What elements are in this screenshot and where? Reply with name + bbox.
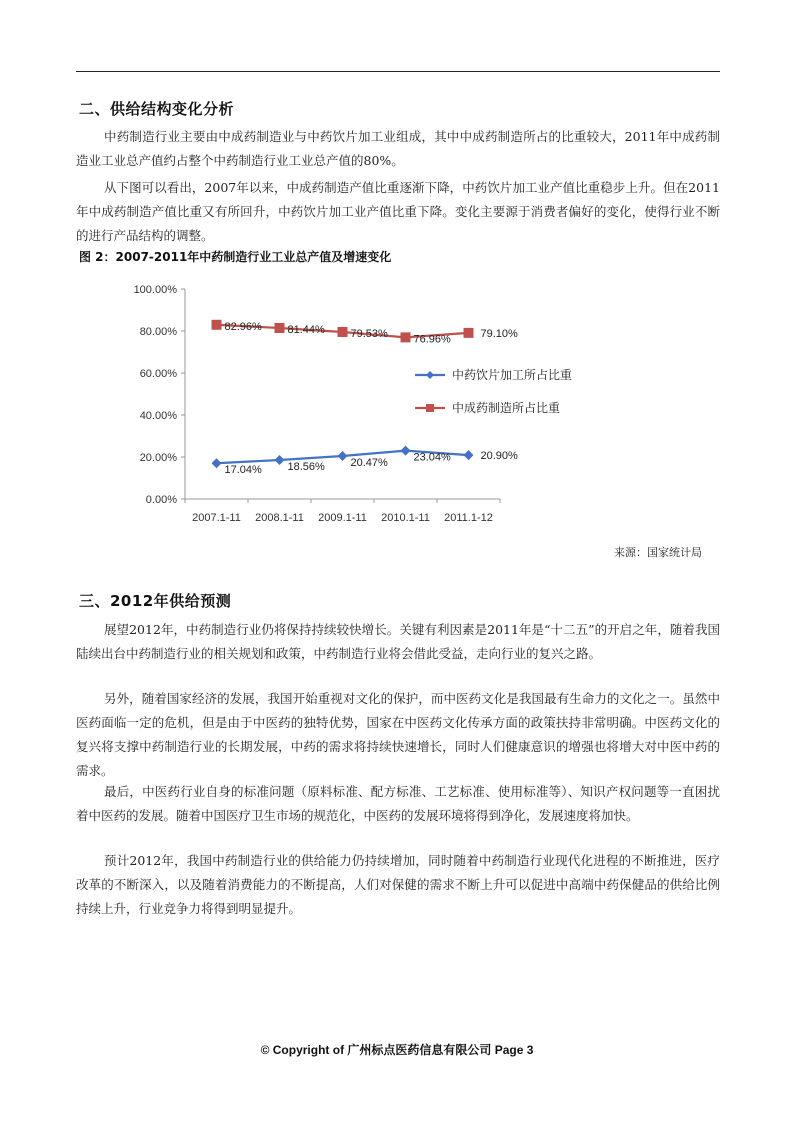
y-tick-label: 60.00% [139, 368, 177, 380]
x-tick-label: 2008.1-11 [255, 512, 304, 524]
paragraph-supply-composition: 中药制造行业主要由中成药制造业与中药饮片加工业组成，其中中成药制造所占的比重较大，2011年中成药制造业工业总产值约占整个中药制造行业工业总产值的80%。 [76, 129, 720, 168]
data-label: 76.96% [413, 333, 451, 346]
data-point-diamond [338, 451, 348, 461]
y-tick-label: 0.00% [145, 494, 177, 506]
chart-legend [415, 367, 572, 415]
chart-series [212, 320, 519, 476]
data-point-square [401, 332, 411, 342]
figure-caption: 图 2：2007-2011年中药制造行业工业总产值及增速变化 [79, 250, 392, 264]
chart-axes [134, 284, 500, 524]
legend-marker-diamond [426, 371, 434, 379]
header-rule [76, 71, 720, 72]
legend-label: 中成药制造所占比重 [452, 401, 561, 415]
section-heading-forecast: 三、2012年供给预测 [79, 592, 232, 610]
data-point-square [464, 328, 474, 338]
y-tick-label: 80.00% [139, 326, 177, 338]
data-point-square [212, 320, 222, 330]
paragraph-supply-forecast: 预计2012年，我国中药制造行业的供给能力仍持续增加，同时随着中药制造行业现代化进程的不断推进，医疗改革的不断深入，以及随着消费能力的不断提高，人们对保健的需求不断上升可以促进中高端中药保健品的供给比例持续上升，行业竞争力将得到明显提升。 [76, 853, 720, 916]
legend-marker-square [426, 404, 434, 412]
x-tick-label: 2011.1-12 [444, 512, 493, 524]
section-heading-supply-structure: 二、供给结构变化分析 [79, 100, 235, 118]
y-tick-label: 100.00% [133, 284, 177, 296]
x-tick-label: 2010.1-11 [381, 512, 430, 524]
data-point-square [275, 323, 285, 333]
data-label: 79.10% [480, 327, 518, 340]
paragraph-structure-change: 从下图可以看出，2007年以来，中成药制造产值比重逐渐下降，中药饮片加工业产值比重稳步上升。但在2011年中成药制造产值比重又有所回升，中药饮片加工业产值比重下降。变化主要源于消费者偏好的变化，使得行业不断的进行产品结构的调整。 [76, 180, 720, 243]
data-label: 20.90% [480, 450, 518, 463]
data-point-diamond [464, 450, 474, 460]
data-label: 82.96% [224, 320, 262, 333]
data-label: 20.47% [350, 457, 388, 470]
y-tick-label: 20.00% [139, 452, 177, 464]
data-label: 17.04% [224, 464, 262, 477]
data-point-square [338, 327, 348, 337]
legend-label: 中药饮片加工所占比重 [452, 368, 573, 382]
data-label: 18.56% [287, 461, 325, 474]
x-tick-label: 2007.1-11 [192, 512, 241, 524]
paragraph-standards-issues: 最后，中医药行业自身的标准问题（原料标准、配方标准、工艺标准、使用标准等）、知识产权问题等一直困扰着中医药的发展。随着中国医疗卫生市场的规范化，中医药的发展环境将得到净化，发展速度将加快。 [76, 784, 720, 823]
data-label: 81.44% [287, 323, 325, 336]
data-point-diamond [212, 458, 222, 468]
paragraph-forecast-outlook: 展望2012年，中药制造行业仍将保持持续较快增长。关键有利因素是2011年是“十二五”的开启之年，随着我国陆续出台中药制造行业的相关规划和政策，中药制造行业将会借此受益，走向行业的复兴之路。 [76, 622, 720, 661]
figure-source: 来源：国家统计局 [614, 546, 702, 559]
page-footer: © Copyright of 广州标点医药信息有限公司 Page 3 [260, 1043, 534, 1057]
line-chart [110, 272, 590, 532]
x-tick-label: 2009.1-11 [318, 512, 367, 524]
paragraph-culture-protection: 另外，随着国家经济的发展，我国开始重视对文化的保护，而中医药文化是我国最有生命力的文化之一。虽然中医药面临一定的危机，但是由于中医药的独特优势，国家在中医药文化传承方面的政策扶持非常明确。中医药文化的复兴将支撑中药制造行业的长期发展，中药的需求将持续快速增长，同时人们健康意识的增强也将增大对中医中药的需求。 [76, 691, 720, 778]
y-tick-label: 40.00% [139, 410, 177, 422]
data-point-diamond [275, 455, 285, 465]
data-label: 79.53% [350, 327, 388, 340]
data-label: 23.04% [413, 451, 451, 464]
data-point-diamond [401, 446, 411, 456]
